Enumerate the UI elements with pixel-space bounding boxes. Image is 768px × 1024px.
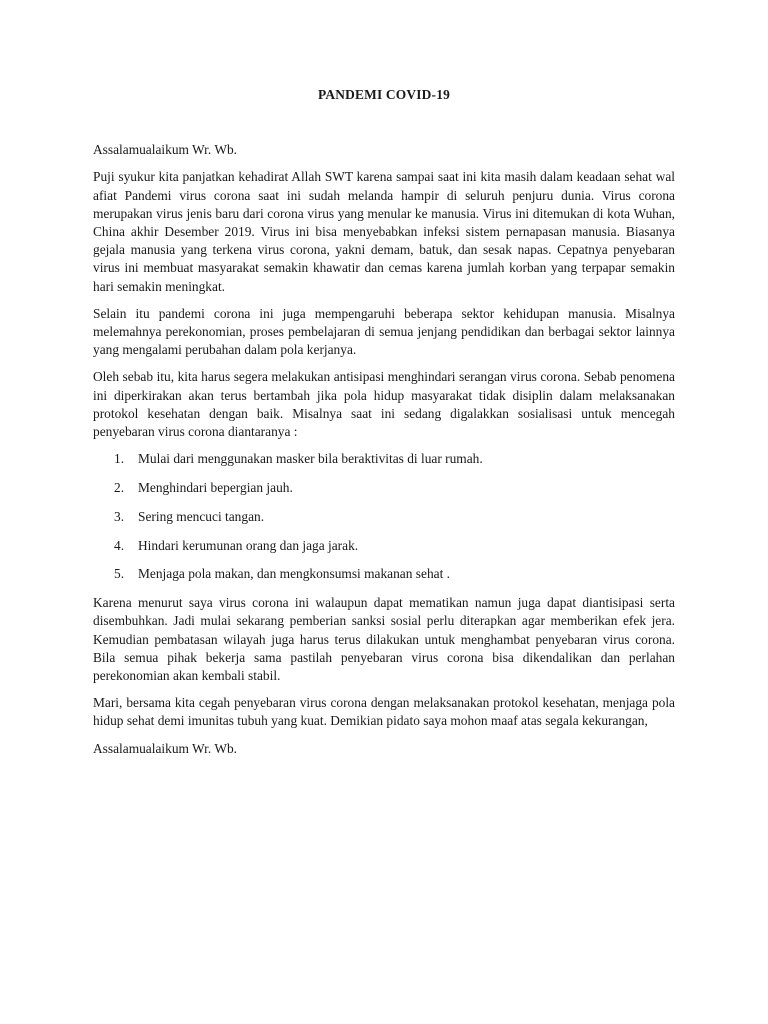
paragraph-outro-1: Karena menurut saya virus corona ini walaupun dapat mematikan namun juga dapat diantisipasi serta disembuhkan. Jadi mulai sekarang pemberian sanksi sosial perlu diterapkan agar memberikan efek jera. Kemudian pembatasan wilayah juga harus terus dilakukan untuk menghambat penyebaran virus corona. Bila semua pihak bekerja sama pastilah penyebaran virus corona bisa dikendalikan dan perlahan perekonomian akan kembali stabil. (93, 595, 675, 684)
list-number: 2. (114, 480, 125, 496)
list-item (93, 479, 675, 497)
prevention-list (93, 450, 675, 583)
paragraph-outro-2: Mari, bersama kita cegah penyebaran virus corona dengan melaksanakan protokol kesehatan, menjaga pola hidup sehat demi imunitas tubuh yang kuat. Demikian pidato saya mohon maaf atas segala kekurangan, (93, 695, 675, 729)
list-item (93, 537, 675, 555)
paragraph-intro-1: Puji syukur kita panjatkan kehadirat Allah SWT karena sampai saat ini kita masih dalam keadaan sehat wal afiat Pandemi virus corona saat ini sudah melanda hampir di seluruh penjuru dunia. Virus corona merupakan virus jenis baru dari corona virus yang menular ke manusia. Virus ini ditemukan di kota Wuhan, China akhir Desember 2019. Virus ini bisa menyebabkan infeksi sistem pernapasan manusia. Biasanya gejala manusia yang terkena virus corona, yakni demam, batuk, dan sesak napas. Cepatnya penyebaran virus ini membuat masyarakat semakin khawatir dan cemas karena jumlah korban yang terpapar semakin hari semakin meningkat. (93, 169, 675, 294)
document-title: PANDEMI COVID-19 (317, 87, 450, 102)
list-text: Menghindari bepergian jauh. (138, 480, 293, 496)
list-text: Hindari kerumunan orang dan jaga jarak. (138, 537, 359, 553)
list-text: Sering mencuci tangan. (138, 508, 265, 524)
list-number: 5. (114, 566, 125, 582)
list-item (93, 508, 675, 526)
list-number: 4. (114, 537, 125, 553)
list-item (93, 565, 675, 583)
list-number: 1. (114, 451, 125, 467)
list-item (93, 450, 675, 468)
list-number: 3. (114, 508, 125, 524)
list-text: Mulai dari menggunakan masker bila beraktivitas di luar rumah. (138, 451, 483, 467)
paragraph-intro-3: Oleh sebab itu, kita harus segera melakukan antisipasi menghindari serangan virus corona. Sebab penomena ini diperkirakan akan terus bertambah jika pola hidup masyarakat tidak disiplin dalam melaksanakan protokol kesehatan dengan baik. Misalnya saat ini sedang digalakkan sosialisasi untuk mencegah penyebaran virus corona diantaranya : (93, 369, 675, 440)
greeting: Assalamualaikum Wr. Wb. (93, 142, 238, 158)
closing-salutation: Assalamualaikum Wr. Wb. (93, 740, 238, 756)
document-page (93, 86, 675, 758)
paragraph-intro-2: Selain itu pandemi corona ini juga mempengaruhi beberapa sektor kehidupan manusia. Misalnya melemahnya perekonomian, proses pembelajaran di semua jenjang pendidikan dan berbagai sektor lainnya yang mengalami perubahan dalam pola kerjanya. (93, 305, 675, 358)
list-text: Menjaga pola makan, dan mengkonsumsi makanan sehat . (138, 566, 450, 582)
